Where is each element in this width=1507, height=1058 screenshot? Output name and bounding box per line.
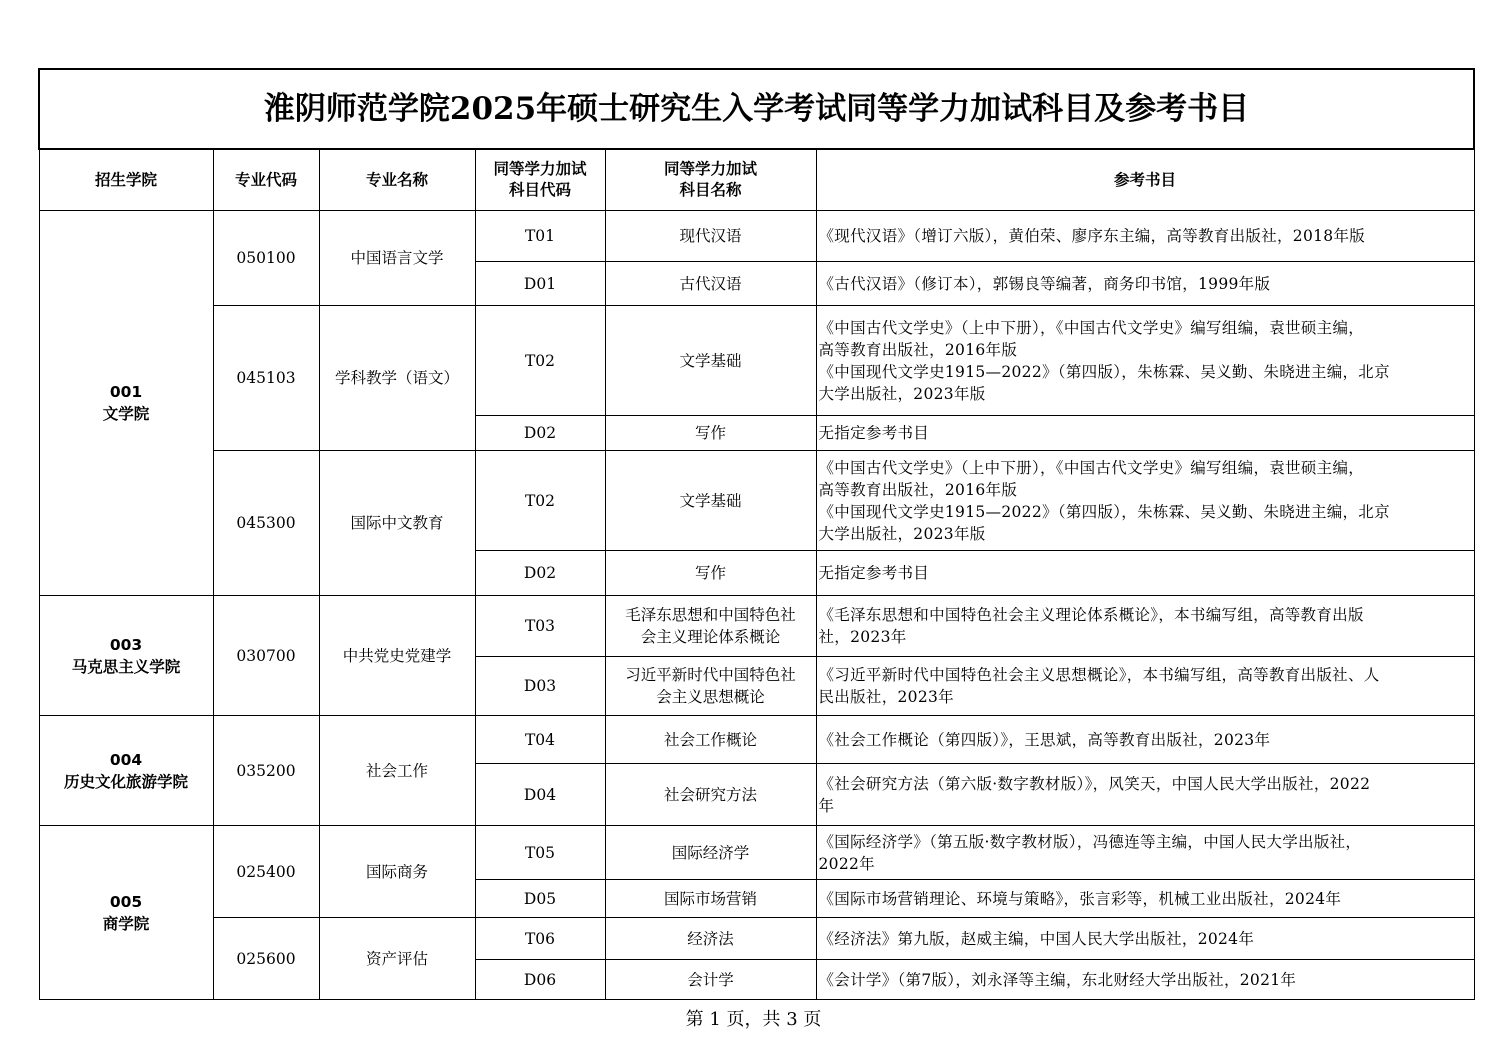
subject-code-cell: T02 [475,451,605,551]
major-name-cell: 中共党史党建学 [319,596,475,716]
subject-code-cell: T02 [475,306,605,416]
books-cell: 《国际经济学》（第五版·数字教材版），冯德连等主编，中国人民大学出版社， 2022年 [816,826,1474,880]
major-code-cell: 045103 [213,306,319,451]
table-row [39,211,1474,262]
subject-code-cell: T05 [475,826,605,880]
subject-code-cell: T03 [475,596,605,657]
major-code-cell: 050100 [213,211,319,306]
subject-name-cell: 毛泽东思想和中国特色社 会主义理论体系概论 [605,596,816,657]
subject-code-cell: D02 [475,551,605,596]
major-name-cell: 中国语言文学 [319,211,475,306]
subject-name-cell: 现代汉语 [605,211,816,262]
major-code-cell: 025400 [213,826,319,918]
subject-code-cell: T06 [475,918,605,960]
subject-name-cell: 国际市场营销 [605,880,816,918]
subject-name-cell: 社会研究方法 [605,764,816,826]
subject-code-cell: D01 [475,262,605,306]
major-code-cell: 035200 [213,716,319,826]
subject-code-cell: D06 [475,960,605,1000]
books-cell: 《会计学》（第7版），刘永泽等主编，东北财经大学出版社，2021年 [816,960,1474,1000]
subject-code-cell: D04 [475,764,605,826]
college-cell: 003 马克思主义学院 [39,596,213,716]
subject-name-cell: 会计学 [605,960,816,1000]
subject-name-cell: 经济法 [605,918,816,960]
subject-code-cell: D05 [475,880,605,918]
subject-code-cell: T01 [475,211,605,262]
subject-name-cell: 文学基础 [605,451,816,551]
subject-code-cell: D03 [475,657,605,716]
books-cell: 无指定参考书目 [816,416,1474,451]
major-name-cell: 资产评估 [319,918,475,1000]
college-cell: 001 文学院 [39,211,213,596]
books-cell: 《国际市场营销理论、环境与策略》，张言彩等，机械工业出版社，2024年 [816,880,1474,918]
table-row [39,596,1474,657]
subject-code-cell: T04 [475,716,605,764]
major-name-cell: 国际中文教育 [319,451,475,596]
books-cell: 《古代汉语》（修订本），郭锡良等编著，商务印书馆，1999年版 [816,262,1474,306]
table-row [39,716,1474,764]
major-name-cell: 国际商务 [319,826,475,918]
books-cell: 《社会工作概论（第四版）》，王思斌，高等教育出版社，2023年 [816,716,1474,764]
subject-name-cell: 国际经济学 [605,826,816,880]
major-code-cell: 030700 [213,596,319,716]
header-subject-code: 同等学力加试 科目代码 [475,149,605,211]
books-cell: 《中国古代文学史》（上中下册），《中国古代文学史》编写组编，袁世硕主编， 高等教育出版社，2016年版 《中国现代文学史1915—2022》（第四版），朱栋霖、吴义勤、朱晓进主编，北京 大学出版社，2023年版 [816,451,1474,551]
header-row [39,149,1474,211]
major-code-cell: 025600 [213,918,319,1000]
header-major-code: 专业代码 [213,149,319,211]
table-row [39,451,1474,551]
subject-name-cell: 写作 [605,551,816,596]
header-subject-name: 同等学力加试 科目名称 [605,149,816,211]
books-cell: 《习近平新时代中国特色社会主义思想概论》，本书编写组，高等教育出版社、人 民出版社，2023年 [816,657,1474,716]
table-row [39,826,1474,880]
page-footer: 第 1 页，共 3 页 [685,1009,822,1030]
books-cell: 无指定参考书目 [816,551,1474,596]
subject-name-cell: 古代汉语 [605,262,816,306]
header-major-name: 专业名称 [319,149,475,211]
college-cell: 005 商学院 [39,826,213,1000]
subject-name-cell: 习近平新时代中国特色社 会主义思想概论 [605,657,816,716]
header-books: 参考书目 [816,149,1474,211]
document-title: 淮阴师范学院2025年硕士研究生入学考试同等学力加试科目及参考书目 [39,69,1474,149]
books-cell: 《经济法》第九版，赵威主编，中国人民大学出版社，2024年 [816,918,1474,960]
subject-name-cell: 写作 [605,416,816,451]
major-name-cell: 学科教学（语文） [319,306,475,451]
books-cell: 《中国古代文学史》（上中下册），《中国古代文学史》编写组编，袁世硕主编， 高等教育出版社，2016年版 《中国现代文学史1915—2022》（第四版），朱栋霖、吴义勤、朱晓进主编，北京 大学出版社，2023年版 [816,306,1474,416]
books-cell: 《社会研究方法（第六版·数字教材版）》，风笑天，中国人民大学出版社，2022 年 [816,764,1474,826]
subject-name-cell: 社会工作概论 [605,716,816,764]
college-cell: 004 历史文化旅游学院 [39,716,213,826]
exam-subjects-table [38,68,1475,1000]
books-cell: 《现代汉语》（增订六版），黄伯荣、廖序东主编，高等教育出版社，2018年版 [816,211,1474,262]
table-row [39,918,1474,960]
books-cell: 《毛泽东思想和中国特色社会主义理论体系概论》，本书编写组，高等教育出版 社，2023年 [816,596,1474,657]
subject-code-cell: D02 [475,416,605,451]
major-name-cell: 社会工作 [319,716,475,826]
header-college: 招生学院 [39,149,213,211]
subject-name-cell: 文学基础 [605,306,816,416]
major-code-cell: 045300 [213,451,319,596]
table-row [39,306,1474,416]
